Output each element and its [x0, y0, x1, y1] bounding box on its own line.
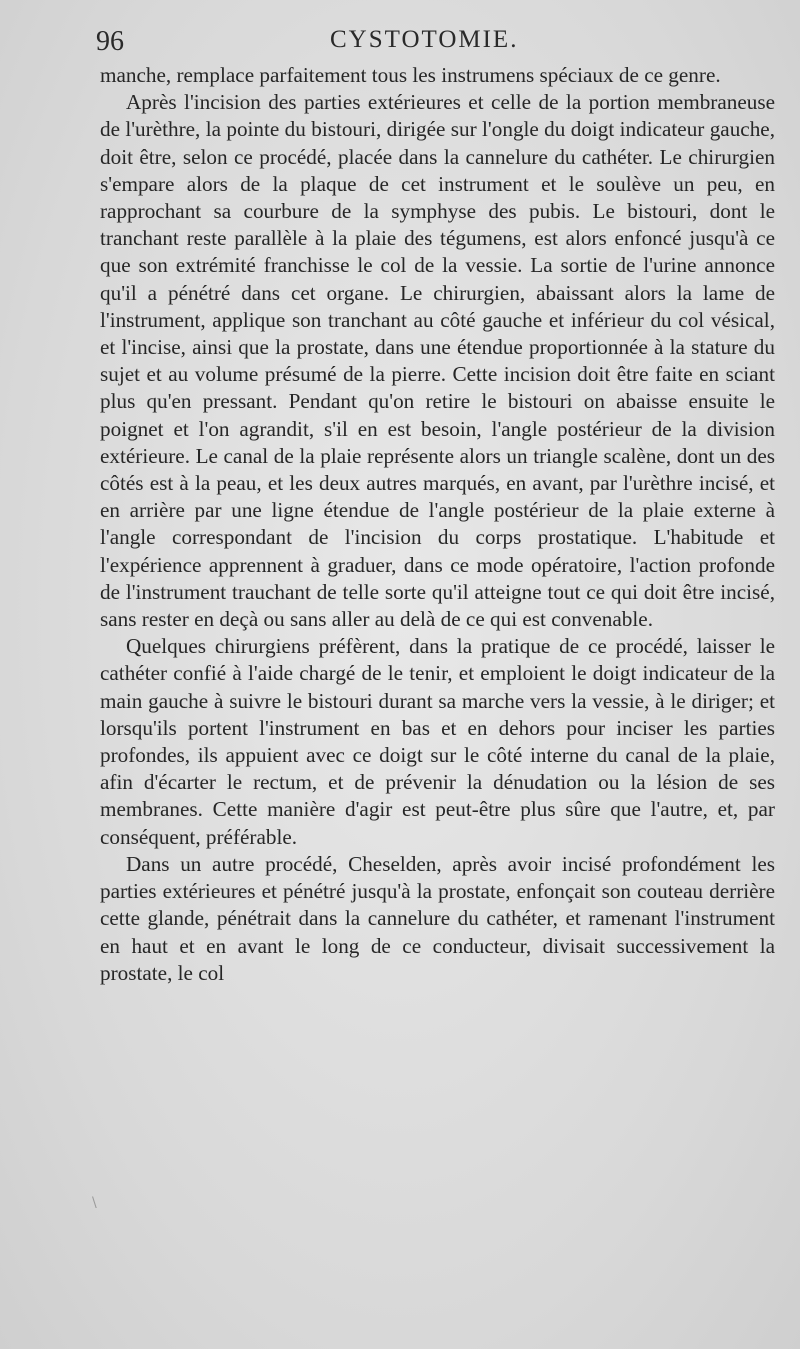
running-head: [0, 22, 800, 62]
paragraph: Après l'incision des parties extérieures et celle de la portion membraneuse de l'urèthre, la pointe du bistouri, dirigée sur l'ongle du doigt indicateur gauche, doit être, selon ce procédé, placée dans la cannelure du cathéter. Le chirurgien s'empare alors de la plaque de cet instrument et le soulève un peu, en rapprochant sa courbure de la symphyse des pubis. Le bistouri, dont le tranchant reste parallèle à la plaie des tégumens, est alors enfoncé jusqu'à ce que son extrémité franchisse le col de la vessie. La sortie de l'urine annonce qu'il a pénétré dans cet organe. Le chirurgien, abaissant alors la lame de l'instrument, applique son tranchant au côté gauche et inférieur du col vésical, et l'incise, ainsi que la prostate, dans une étendue proportionnée à la stature du sujet et au volume présumé de la pierre. Cette incision doit être faite en sciant plus qu'en pressant. Pendant qu'on retire le bistouri on abaisse ensuite le poignet et l'on agrandit, s'il en est besoin, l'angle postérieur de la division extérieure. Le canal de la plaie représente alors un triangle scalène, dont un des côtés est à la peau, et les deux autres marqués, en avant, par l'urèthre incisé, et en arrière par une ligne étendue de l'angle postérieur de la plaie externe à l'angle correspondant de l'incision du corps prostatique. L'habitude et l'expérience apprennent à graduer, dans ce mode opératoire, l'action profonde de l'instrument trauchant de telle sorte qu'il atteigne tout ce qui doit être incisé, sans rester en deçà ou sans aller au delà de ce qui est convenable.: [100, 90, 775, 632]
page-heading: CYSTOTOMIE.: [330, 26, 519, 53]
paragraph-continuation: manche, remplace parfaitement tous les instrumens spéciaux de ce genre.: [100, 63, 721, 87]
body-text: [100, 62, 775, 987]
ink-mark: \: [92, 1195, 97, 1211]
page-number: 96: [96, 26, 124, 57]
paragraph: Quelques chirurgiens préfèrent, dans la pratique de ce procédé, laisser le cathéter confié à l'aide chargé de le tenir, et emploient le doigt indicateur de la main gauche à suivre le bistouri durant sa marche vers la vessie, à le diriger; et lorsqu'ils portent l'instrument en bas et en dehors pour inciser les parties profondes, ils appuient avec ce doigt sur le côté interne du canal de la plaie, afin d'écarter le rectum, et de prévenir la dénudation ou la lésion de ses membranes. Cette manière d'agir est peut-être plus sûre que l'autre, et, par conséquent, préférable.: [100, 634, 775, 849]
paragraph: Dans un autre procédé, Cheselden, après avoir incisé profondément les parties extérieures et pénétré jusqu'à la prostate, enfonçait son couteau derrière cette glande, pénétrait dans la cannelure du cathéter, et ramenant l'instrument en haut et en avant le long de ce conducteur, divisait successivement la prostate, le col: [100, 851, 775, 985]
